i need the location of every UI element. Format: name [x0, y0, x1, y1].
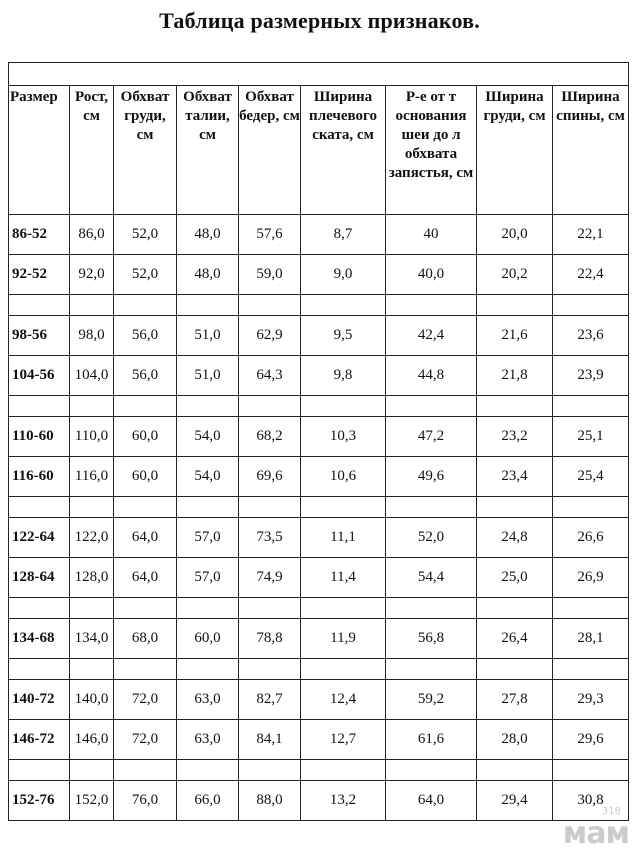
- value-cell: 86,0: [70, 215, 114, 255]
- value-cell: 64,3: [239, 356, 301, 396]
- value-cell: 11,1: [301, 518, 386, 558]
- table-row: [9, 215, 629, 255]
- size-cell: 134-68: [9, 619, 70, 659]
- value-cell: 22,1: [553, 215, 629, 255]
- value-cell: 56,8: [386, 619, 477, 659]
- value-cell: 66,0: [177, 781, 239, 821]
- value-cell: 26,9: [553, 558, 629, 598]
- empty-cell: [177, 598, 239, 619]
- spacer-row: [9, 659, 629, 680]
- empty-cell: [301, 659, 386, 680]
- column-header: Ширина спины, см: [553, 86, 629, 215]
- value-cell: 25,0: [477, 558, 553, 598]
- empty-cell: [114, 295, 177, 316]
- column-header: Р-е от т основания шеи до л обхвата запястья, см: [386, 86, 477, 215]
- empty-cell: [386, 659, 477, 680]
- value-cell: 60,0: [114, 457, 177, 497]
- value-cell: 72,0: [114, 680, 177, 720]
- value-cell: 24,8: [477, 518, 553, 558]
- value-cell: 54,4: [386, 558, 477, 598]
- empty-cell: [239, 598, 301, 619]
- empty-cell: [301, 497, 386, 518]
- empty-cell: [239, 659, 301, 680]
- size-table: [8, 62, 629, 821]
- column-header: Обхват бедер, см: [239, 86, 301, 215]
- value-cell: 26,6: [553, 518, 629, 558]
- value-cell: 23,4: [477, 457, 553, 497]
- value-cell: 104,0: [70, 356, 114, 396]
- value-cell: 61,6: [386, 720, 477, 760]
- empty-cell: [9, 295, 70, 316]
- empty-cell: [9, 497, 70, 518]
- value-cell: 68,0: [114, 619, 177, 659]
- value-cell: 9,5: [301, 316, 386, 356]
- value-cell: 40,0: [386, 255, 477, 295]
- table-row: [9, 558, 629, 598]
- table-row: [9, 417, 629, 457]
- column-header: Размер: [9, 86, 70, 215]
- value-cell: 152,0: [70, 781, 114, 821]
- value-cell: 49,6: [386, 457, 477, 497]
- value-cell: 134,0: [70, 619, 114, 659]
- value-cell: 9,8: [301, 356, 386, 396]
- value-cell: 68,2: [239, 417, 301, 457]
- value-cell: 23,2: [477, 417, 553, 457]
- column-header: Ширина плечевого ската, см: [301, 86, 386, 215]
- value-cell: 12,4: [301, 680, 386, 720]
- value-cell: 8,7: [301, 215, 386, 255]
- value-cell: 22,4: [553, 255, 629, 295]
- value-cell: 56,0: [114, 316, 177, 356]
- value-cell: 28,1: [553, 619, 629, 659]
- spacer-row: [9, 295, 629, 316]
- empty-cell: [301, 760, 386, 781]
- value-cell: 146,0: [70, 720, 114, 760]
- value-cell: 82,7: [239, 680, 301, 720]
- empty-cell: [70, 760, 114, 781]
- empty-cell: [9, 659, 70, 680]
- value-cell: 28,0: [477, 720, 553, 760]
- empty-cell: [114, 396, 177, 417]
- empty-cell: [386, 295, 477, 316]
- spacer-row: [9, 396, 629, 417]
- value-cell: 42,4: [386, 316, 477, 356]
- value-cell: 74,9: [239, 558, 301, 598]
- empty-cell: [477, 396, 553, 417]
- value-cell: 57,0: [177, 518, 239, 558]
- empty-cell: [9, 760, 70, 781]
- value-cell: 29,6: [553, 720, 629, 760]
- empty-cell: [553, 760, 629, 781]
- value-cell: 29,4: [477, 781, 553, 821]
- table-row: [9, 619, 629, 659]
- size-cell: 122-64: [9, 518, 70, 558]
- watermark-number: 318: [601, 806, 621, 817]
- value-cell: 62,9: [239, 316, 301, 356]
- empty-cell: [114, 760, 177, 781]
- empty-cell: [553, 497, 629, 518]
- empty-cell: [70, 295, 114, 316]
- empty-cell: [70, 497, 114, 518]
- value-cell: 48,0: [177, 215, 239, 255]
- empty-cell: [239, 295, 301, 316]
- size-cell: 92-52: [9, 255, 70, 295]
- value-cell: 57,0: [177, 558, 239, 598]
- empty-cell: [386, 497, 477, 518]
- empty-cell: [9, 396, 70, 417]
- empty-cell: [177, 396, 239, 417]
- value-cell: 20,0: [477, 215, 553, 255]
- table-top-cell: [9, 63, 629, 86]
- empty-cell: [553, 659, 629, 680]
- value-cell: 57,6: [239, 215, 301, 255]
- value-cell: 56,0: [114, 356, 177, 396]
- value-cell: 54,0: [177, 457, 239, 497]
- empty-cell: [301, 396, 386, 417]
- empty-cell: [239, 396, 301, 417]
- empty-cell: [114, 659, 177, 680]
- value-cell: 88,0: [239, 781, 301, 821]
- value-cell: 26,4: [477, 619, 553, 659]
- value-cell: 69,6: [239, 457, 301, 497]
- value-cell: 47,2: [386, 417, 477, 457]
- empty-cell: [239, 760, 301, 781]
- value-cell: 44,8: [386, 356, 477, 396]
- value-cell: 60,0: [114, 417, 177, 457]
- empty-cell: [477, 598, 553, 619]
- table-top-row: [9, 63, 629, 86]
- spacer-row: [9, 760, 629, 781]
- value-cell: 13,2: [301, 781, 386, 821]
- size-cell: 86-52: [9, 215, 70, 255]
- table-row: [9, 255, 629, 295]
- empty-cell: [477, 497, 553, 518]
- value-cell: 11,9: [301, 619, 386, 659]
- value-cell: 64,0: [386, 781, 477, 821]
- empty-cell: [177, 659, 239, 680]
- value-cell: 23,9: [553, 356, 629, 396]
- value-cell: 98,0: [70, 316, 114, 356]
- value-cell: 54,0: [177, 417, 239, 457]
- value-cell: 52,0: [114, 255, 177, 295]
- value-cell: 64,0: [114, 558, 177, 598]
- empty-cell: [239, 497, 301, 518]
- value-cell: 116,0: [70, 457, 114, 497]
- table-row: [9, 457, 629, 497]
- spacer-row: [9, 497, 629, 518]
- empty-cell: [114, 497, 177, 518]
- table-row: [9, 518, 629, 558]
- empty-cell: [301, 598, 386, 619]
- watermark-logo: мам: [562, 816, 629, 851]
- value-cell: 59,0: [239, 255, 301, 295]
- empty-cell: [70, 396, 114, 417]
- value-cell: 21,6: [477, 316, 553, 356]
- empty-cell: [9, 598, 70, 619]
- empty-cell: [301, 295, 386, 316]
- value-cell: 63,0: [177, 680, 239, 720]
- size-cell: 152-76: [9, 781, 70, 821]
- empty-cell: [553, 396, 629, 417]
- size-cell: 98-56: [9, 316, 70, 356]
- value-cell: 122,0: [70, 518, 114, 558]
- empty-cell: [70, 598, 114, 619]
- value-cell: 78,8: [239, 619, 301, 659]
- empty-cell: [114, 598, 177, 619]
- size-cell: 146-72: [9, 720, 70, 760]
- spacer-row: [9, 598, 629, 619]
- value-cell: 64,0: [114, 518, 177, 558]
- table-row: [9, 316, 629, 356]
- value-cell: 25,1: [553, 417, 629, 457]
- value-cell: 10,6: [301, 457, 386, 497]
- size-cell: 140-72: [9, 680, 70, 720]
- value-cell: 10,3: [301, 417, 386, 457]
- value-cell: 140,0: [70, 680, 114, 720]
- value-cell: 52,0: [386, 518, 477, 558]
- value-cell: 21,8: [477, 356, 553, 396]
- value-cell: 9,0: [301, 255, 386, 295]
- size-cell: 110-60: [9, 417, 70, 457]
- page-title: Таблица размерных признаков.: [159, 8, 480, 33]
- empty-cell: [70, 659, 114, 680]
- table-row: [9, 680, 629, 720]
- size-cell: 104-56: [9, 356, 70, 396]
- empty-cell: [177, 760, 239, 781]
- table-row: [9, 781, 629, 821]
- value-cell: 110,0: [70, 417, 114, 457]
- empty-cell: [386, 598, 477, 619]
- value-cell: 92,0: [70, 255, 114, 295]
- empty-cell: [177, 295, 239, 316]
- value-cell: 48,0: [177, 255, 239, 295]
- value-cell: 27,8: [477, 680, 553, 720]
- value-cell: 76,0: [114, 781, 177, 821]
- value-cell: 59,2: [386, 680, 477, 720]
- value-cell: 23,6: [553, 316, 629, 356]
- empty-cell: [386, 396, 477, 417]
- value-cell: 60,0: [177, 619, 239, 659]
- value-cell: 51,0: [177, 356, 239, 396]
- column-header: Ширина груди, см: [477, 86, 553, 215]
- value-cell: 25,4: [553, 457, 629, 497]
- size-cell: 128-64: [9, 558, 70, 598]
- empty-cell: [477, 295, 553, 316]
- value-cell: 52,0: [114, 215, 177, 255]
- value-cell: 72,0: [114, 720, 177, 760]
- size-cell: 116-60: [9, 457, 70, 497]
- column-header: Обхват груди, см: [114, 86, 177, 215]
- value-cell: 29,3: [553, 680, 629, 720]
- empty-cell: [386, 760, 477, 781]
- value-cell: 11,4: [301, 558, 386, 598]
- value-cell: 12,7: [301, 720, 386, 760]
- value-cell: 40: [386, 215, 477, 255]
- empty-cell: [177, 497, 239, 518]
- value-cell: 73,5: [239, 518, 301, 558]
- empty-cell: [477, 760, 553, 781]
- value-cell: 128,0: [70, 558, 114, 598]
- value-cell: 20,2: [477, 255, 553, 295]
- value-cell: 51,0: [177, 316, 239, 356]
- table-row: [9, 720, 629, 760]
- value-cell: 84,1: [239, 720, 301, 760]
- empty-cell: [477, 659, 553, 680]
- table-header-row: [9, 86, 629, 215]
- empty-cell: [553, 295, 629, 316]
- value-cell: 30,8: [553, 781, 629, 821]
- size-table-body: [9, 63, 629, 821]
- empty-cell: [553, 598, 629, 619]
- column-header: Обхват талии, см: [177, 86, 239, 215]
- table-row: [9, 356, 629, 396]
- column-header: Рост, см: [70, 86, 114, 215]
- value-cell: 63,0: [177, 720, 239, 760]
